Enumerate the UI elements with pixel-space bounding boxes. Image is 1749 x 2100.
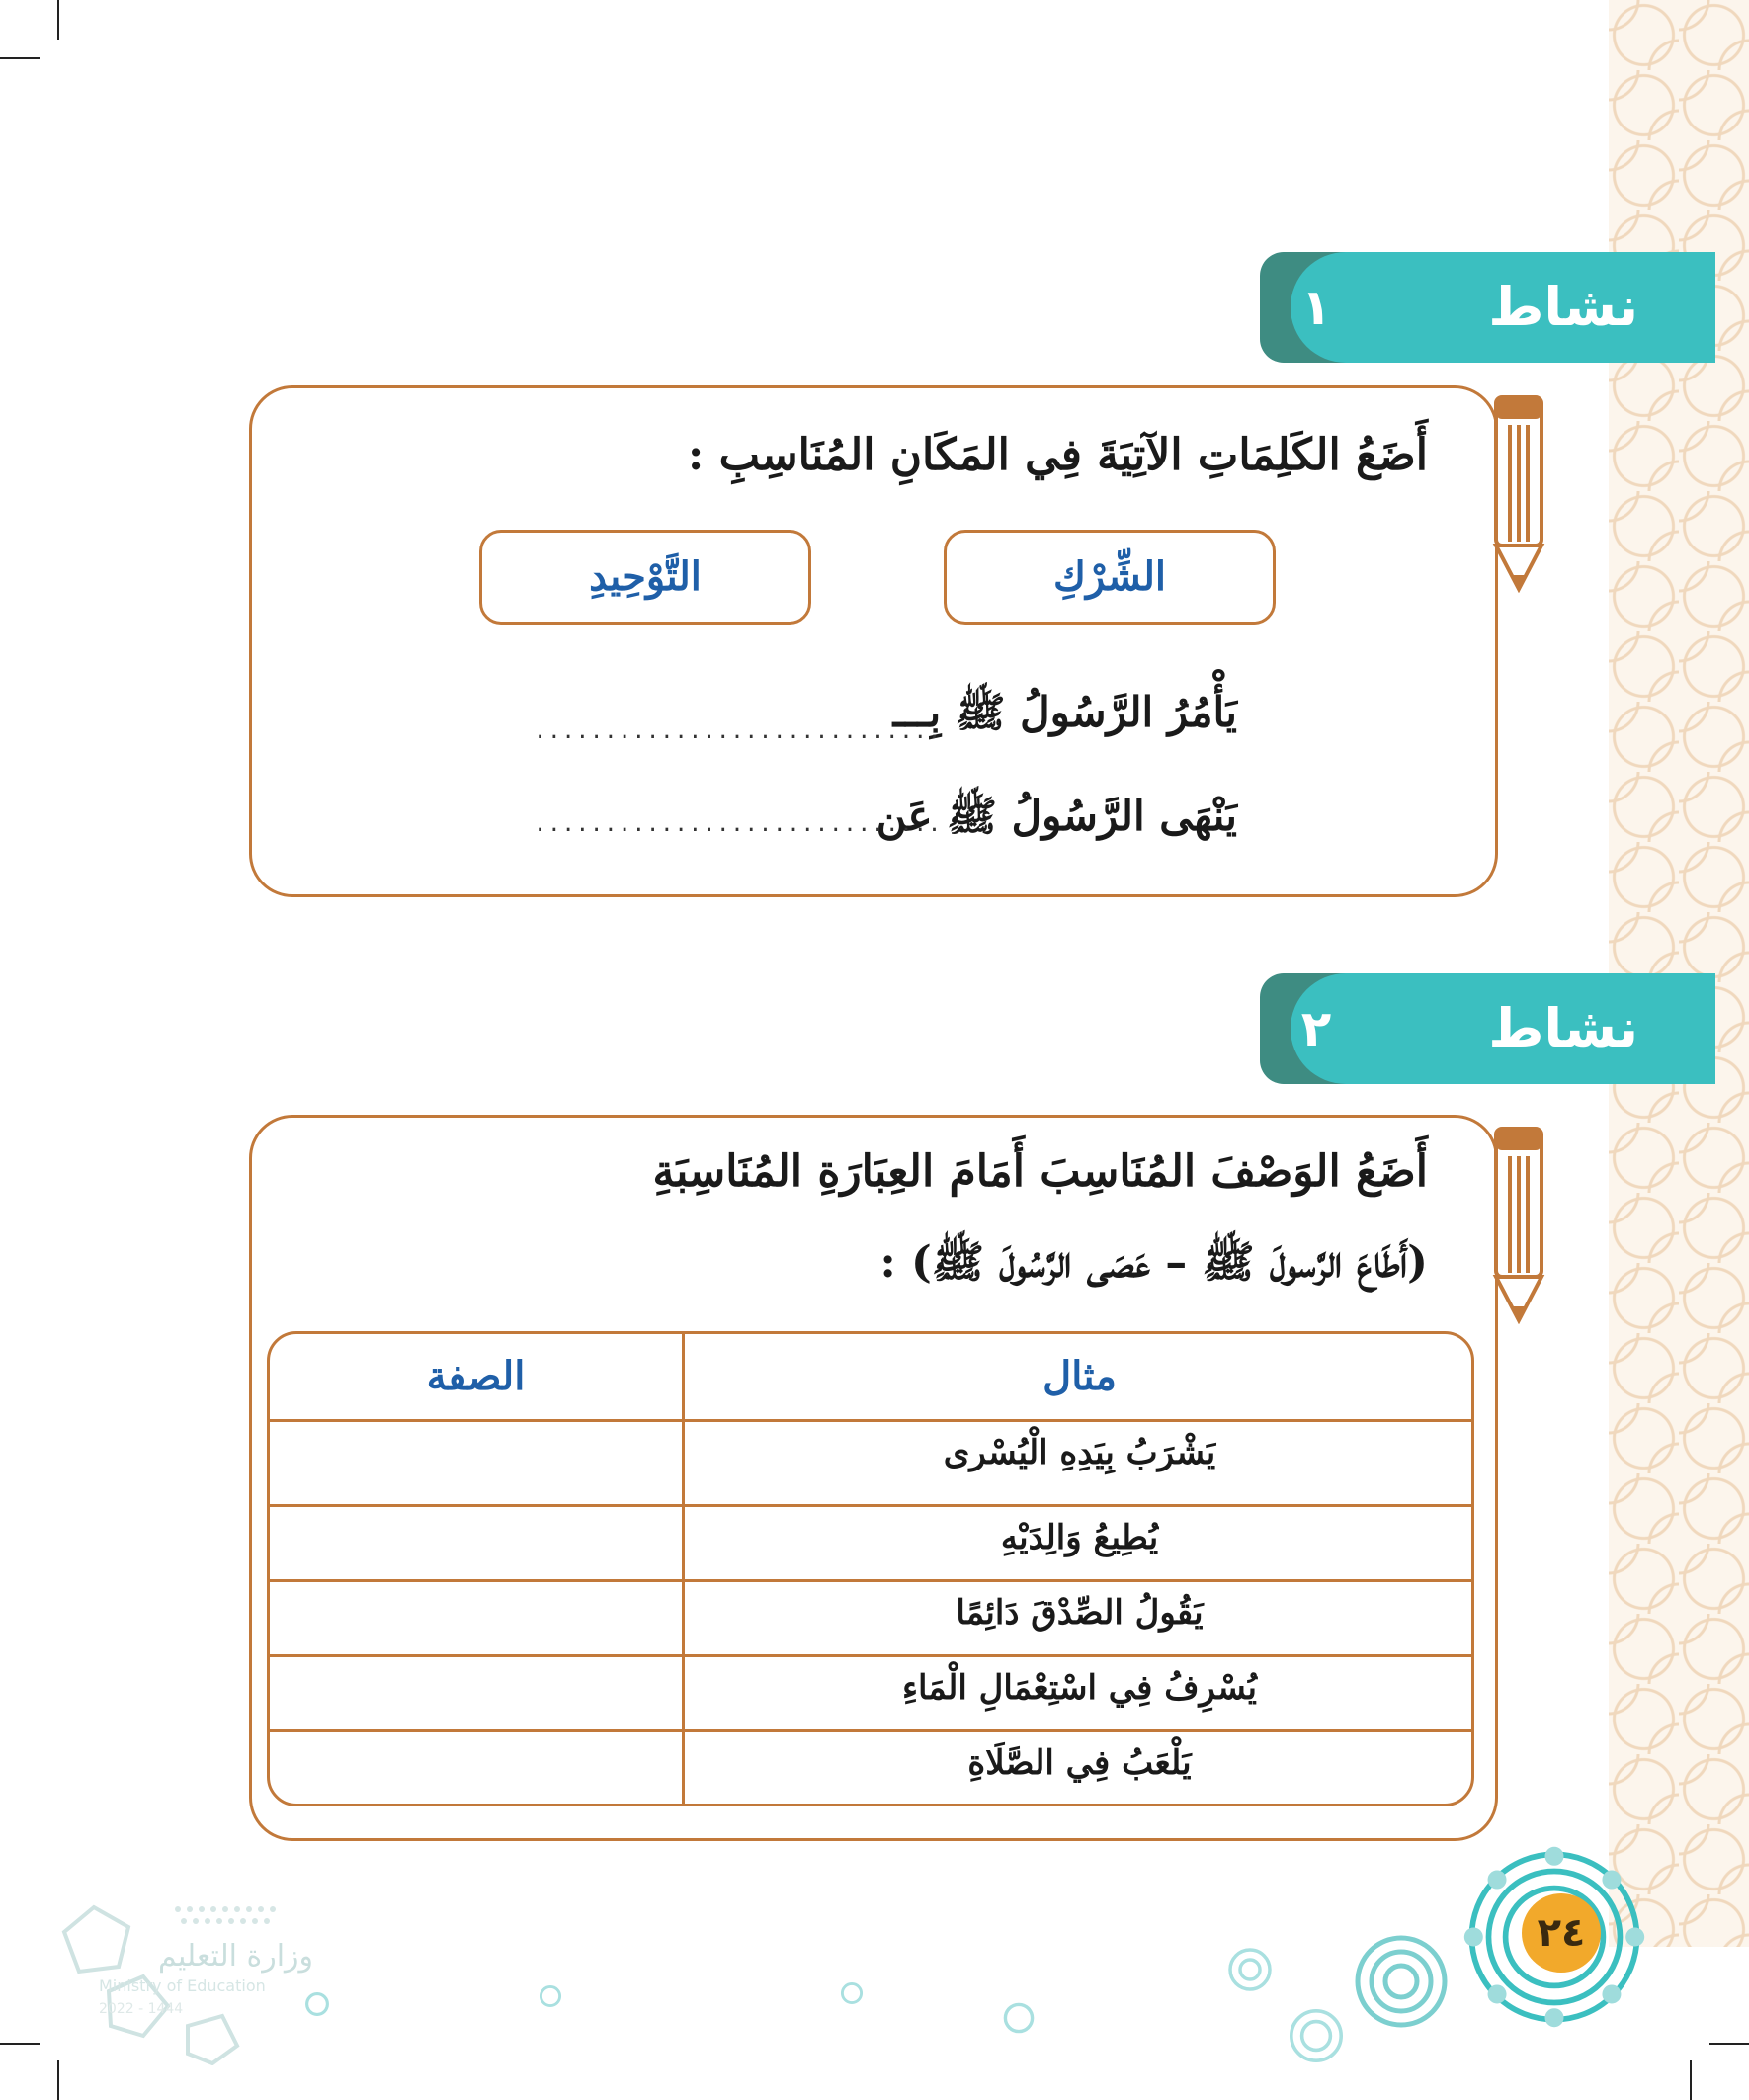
activity-2-header — [1260, 973, 1732, 1084]
table-header-example: مثال — [1042, 1353, 1117, 1399]
attribute-cell[interactable] — [270, 1507, 682, 1579]
table-header-attribute: الصفة — [426, 1353, 526, 1399]
attribute-cell[interactable] — [270, 1422, 682, 1504]
answer-blank-1[interactable]: ............................. — [534, 719, 943, 744]
small-rosette-icon — [1225, 1945, 1275, 1994]
crop-mark — [1709, 2043, 1749, 2045]
small-rosette-icon — [1352, 1932, 1451, 2031]
pencil-icon — [1490, 1127, 1547, 1324]
activity-2-number: ٢ — [1300, 1000, 1332, 1057]
activity-1-header — [1260, 252, 1732, 363]
crop-mark — [57, 0, 59, 40]
activity-1-label: نشاط — [1488, 276, 1638, 338]
sentence-forbids: يَنْهَى الرَّسُولُ ﷺ عَن — [875, 792, 1237, 840]
activity-1-instruction: أَضَعُ الكَلِمَاتِ الآتِيَةَ فِي المَكَانِ المُنَاسِبِ : — [688, 430, 1428, 480]
small-rosette-icon — [1287, 2006, 1346, 2065]
edition-year: 2022 - 1444 — [99, 2001, 184, 2017]
page-number: ٢٤ — [1522, 1893, 1601, 1973]
crop-mark — [57, 2060, 59, 2100]
example-table — [267, 1331, 1474, 1806]
crop-mark — [1690, 2060, 1692, 2100]
activity-2-label: نشاط — [1488, 997, 1638, 1059]
attribute-cell[interactable] — [270, 1657, 682, 1729]
small-rosette-icon — [304, 1991, 330, 2017]
small-rosette-icon — [1002, 2001, 1036, 2035]
answer-blank-2[interactable]: ............................. — [534, 812, 943, 837]
ministry-name-en: Ministry of Education — [99, 1976, 266, 1995]
attribute-cell[interactable] — [270, 1732, 682, 1806]
activity-2-instruction-line1: أَضَعُ الوَصْفَ المُنَاسِبَ أَمَامَ العِبَارَةِ المُنَاسِبَةِ — [652, 1146, 1428, 1197]
table-row: يُطِيعُ وَالِدَيْهِ — [1000, 1518, 1159, 1557]
table-row: يَلْعَبُ فِي الصَّلَاةِ — [967, 1743, 1192, 1783]
table-row: يُسْرِفُ فِي اسْتِعْمَالِ الْمَاءِ — [901, 1668, 1258, 1708]
word-box-tawheed: التَّوْحِيدِ — [479, 530, 811, 625]
small-rosette-icon — [539, 1984, 562, 2008]
pencil-icon — [1490, 395, 1547, 593]
word-box-shirk: الشِّرْكِ — [944, 530, 1276, 625]
ministry-name-ar: وزارة التعليم — [158, 1939, 314, 1974]
crop-mark — [0, 2043, 40, 2045]
activity-1-number: ١ — [1300, 279, 1332, 336]
table-row: يَقُولُ الصِّدْقَ دَائِمًا — [956, 1593, 1204, 1633]
attribute-cell[interactable] — [270, 1582, 682, 1654]
sentence-commands: يَأْمُرُ الرَّسُولُ ﷺ بِـــ — [892, 688, 1237, 736]
crop-mark — [0, 57, 40, 59]
activity-2-instruction-line2: (أَطَاعَ الرَّسولَ ﷺ – عَصَى الرَّسُولَ ﷺ) : — [879, 1237, 1428, 1288]
small-rosette-icon — [840, 1981, 864, 2005]
table-row: يَشْرَبُ بِيَدِهِ الْيُسْرى — [943, 1433, 1216, 1472]
